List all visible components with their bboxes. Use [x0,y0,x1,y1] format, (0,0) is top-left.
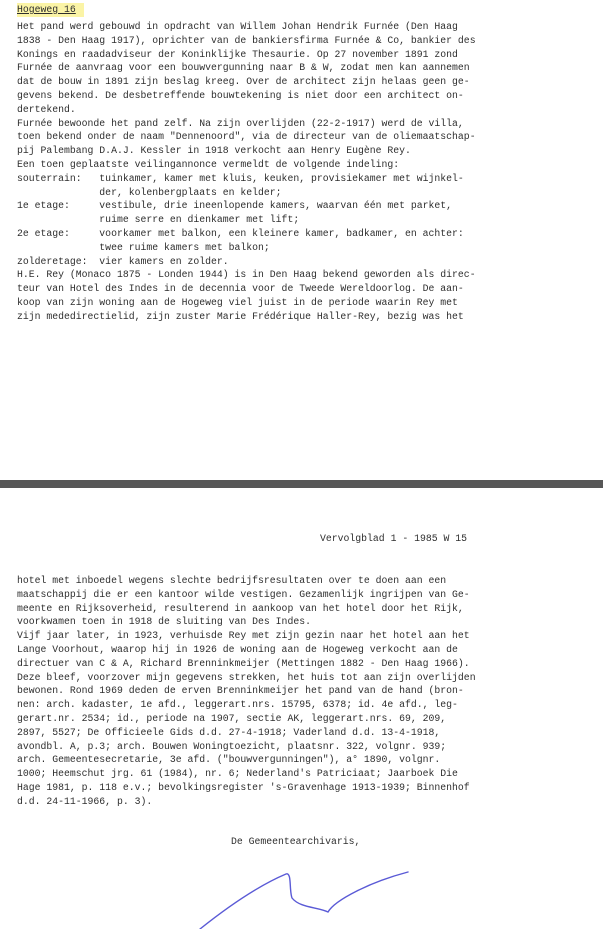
text-line: arch. Gemeentesecretarie, 3e afd. ("bouwvergunningen"), a° 1890, volgnr. [17,754,441,766]
text-line: Lange Voorhout, waarop hij in 1926 de woning aan de Hogeweg verkocht aan de [17,644,458,655]
text-line: ruime serre en dienkamer met lift; [17,214,300,226]
text-line: maatschappij die er een kantoor wilde vestigen. Gezamenlijk ingrijpen van Ge- [17,588,470,600]
text-line: teur van Hotel des Indes in de decennia voor de Tweede Wereldoorlog. De aan- [17,283,464,295]
text-line: voorkwamen toen in 1918 de sluiting van Des Indes. [17,616,311,628]
text-line: dertekend. [17,103,76,115]
document-title: Hogeweg 16 [17,3,84,17]
text-line: Het pand werd gebouwd in opdracht van Willem Johan Hendrik Furnée (Den Haag [17,21,458,32]
text-line: Furnée de aanvraag voor een bouwvergunning naar B & W, zodat men kan aannemen [17,62,470,74]
text-line: 2e etage: voorkamer met balkon, een kleinere kamer, badkamer, en achter: [17,228,464,239]
text-line: Deze bleef, voorzover mijn gegevens strekken, het huis tot aan zijn overlijden [17,671,476,683]
page-separator [0,480,603,488]
text-line: gerart.nr. 2534; id., periode na 1907, sectie AK, leggerart.nrs. 69, 209, [17,713,447,724]
text-line: 1000; Heemschut jrg. 61 (1984), nr. 6; Nederland's Patriciaat; Jaarboek Die [17,768,458,780]
text-line: d.d. 24-11-1966, p. 3). [17,795,153,807]
closing-signatory: De Gemeentearchivaris, [231,836,361,847]
handwritten-signature [0,860,603,929]
text-line: der, kolenbergplaats en kelder; [17,186,282,198]
text-line: avondbl. A, p.3; arch. Bouwen Woningtoezicht, plaatsnr. 322, volgnr. 939; [17,740,447,752]
text-line: toen bekend onder de naam "Dennenoord", via de directeur van de oliemaatschap- [17,131,476,143]
text-line: zijn mededirectielid, zijn zuster Marie Frédérique Haller-Rey, bezig was het [17,310,464,322]
text-line: H.E. Rey (Monaco 1875 - Londen 1944) is in Den Haag bekend geworden als direc- [17,269,476,281]
text-line: Konings en raadadviseur der Koninklijke Thesaurie. Op 27 november 1891 zond [17,48,458,60]
text-line: hotel met inboedel wegens slechte bedrijfsresultaten over te doen aan een [17,575,447,586]
text-line: 2897, 5527; De Officieele Gids d.d. 27-4-1918; Vaderland d.d. 13-4-1918, [17,726,441,738]
text-line: directuer van C & A, Richard Brenninkmeijer (Mettingen 1882 - Den Haag 1966). [17,657,470,669]
text-line: zolderetage: vier kamers en zolder. [17,255,229,267]
text-line: gevens bekend. De desbetreffende bouwtekening is niet door een architect on- [17,90,464,101]
continuation-header: Vervolgblad 1 - 1985 W 15 [320,533,467,544]
text-line: Furnée bewoonde het pand zelf. Na zijn overlijden (22-2-1917) werd de villa, [17,117,464,129]
text-line: 1e etage: vestibule, drie ineenlopende kamers, waarvan één met parket, [17,200,453,212]
text-line: Vijf jaar later, in 1923, verhuisde Rey met zijn gezin naar het hotel aan het [17,630,470,642]
text-line: pij Palembang D.A.J. Kessler in 1918 verkocht aan Henry Eugène Rey. [17,145,411,157]
text-line: 1838 - Den Haag 1917), oprichter van de bankiersfirma Furnée & Co, bankier des [17,34,476,46]
text-line: bewonen. Rond 1969 deden de erven Brenninkmeijer het pand van de hand (bron- [17,685,464,697]
text-line: dat de bouw in 1891 zijn beslag kreeg. Over de architect zijn helaas geen ge- [17,76,470,88]
text-line: koop van zijn woning aan de Hogeweg viel juist in de periode waarin Rey met [17,297,458,308]
text-line: souterrain: tuinkamer, kamer met kluis, keuken, provisiekamer met wijnkel- [17,172,464,184]
text-line: Een toen geplaatste veilingannonce vermeldt de volgende indeling: [17,159,400,170]
text-line: Hage 1981, p. 118 e.v.; bevolkingsregister 's-Gravenhage 1913-1939; Binnenhof [17,782,470,793]
text-line: nen: arch. kadaster, 1e afd., leggerart.nrs. 15795, 6378; id. 4e afd., leg- [17,699,458,711]
text-line: twee ruime kamers met balkon; [17,241,270,253]
text-line: meente en Rijksoverheid, resulterend in aankoop van het hotel door het Rijk, [17,602,464,614]
